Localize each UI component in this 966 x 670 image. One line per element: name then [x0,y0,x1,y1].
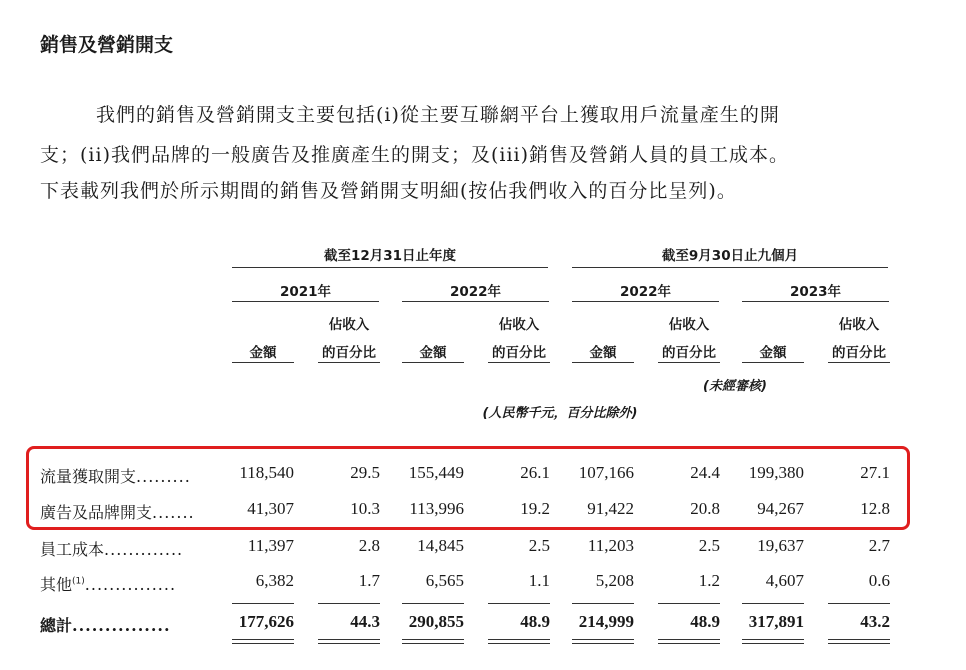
year-header-2022-nine-months: 2022年 [619,284,672,300]
col-header-pct-line1: 佔收入 [838,317,880,333]
year-rule-2022b [572,301,719,302]
row-label-text: 廣告及品牌開支 [40,503,153,522]
col-header-pct-line2: 的百分比 [322,345,376,361]
percent-cell: 29.5 [350,463,380,482]
leader-dots: ............... [84,575,177,594]
leader-dots: ....... [152,503,195,522]
total-rule [828,603,890,604]
percent-cell: 48.9 [690,612,720,631]
col-header-pct-line1: 佔收入 [498,317,540,333]
total-rule [488,603,550,604]
paragraph-line-2: 支；(ii)我們品牌的一般廣告及推廣產生的開支；及(iii)銷售及營銷人員的員工成本。 [40,144,790,166]
year-rule-2022a [402,301,549,302]
total-rule [318,603,380,604]
total-rule [742,603,804,604]
paragraph-line-1: 我們的銷售及營銷開支主要包括(i)從主要互聯網平台上獲取用戶流量產生的開 [96,104,780,126]
table-row-label [40,537,183,560]
highlight-box [26,446,910,530]
total-rule [232,639,294,640]
percent-cell: 2.5 [698,536,720,555]
group-rule-nine-months [572,267,888,268]
percent-cell: 27.1 [860,463,890,482]
group-header-annual: 截至12月31日止年度 [323,248,457,264]
col-header-pct-line2: 的百分比 [492,345,546,361]
amount-cell: 113,996 [409,499,464,518]
total-rule [658,639,720,640]
row-label-text: 其他 [40,575,73,594]
amount-cell: 91,422 [587,499,634,518]
total-rule [658,643,720,644]
total-rule [572,643,634,644]
amount-cell: 14,845 [417,536,464,555]
percent-cell: 10.3 [350,499,380,518]
col-header-pct-line2: 的百分比 [662,345,716,361]
percent-cell: 2.8 [358,536,380,555]
total-rule [572,603,634,604]
amount-cell: 11,203 [587,536,634,555]
col-header-amount: 金額 [759,345,787,361]
amount-cell: 199,380 [748,463,804,482]
amount-cell: 94,267 [757,499,804,518]
amount-cell: 6,382 [255,571,294,590]
percent-cell: 20.8 [690,499,720,518]
paragraph-line-3: 下表載列我們於所示期間的銷售及營銷開支明細(按佔我們收入的百分比呈列)。 [40,180,737,202]
amount-cell: 19,637 [757,536,804,555]
total-rule [402,603,464,604]
total-rule [488,643,550,644]
total-rule [232,603,294,604]
total-rule [658,603,720,604]
total-rule [402,639,464,640]
year-rule-2021 [232,301,379,302]
percent-cell: 2.7 [868,536,890,555]
total-rule [742,643,804,644]
total-rule [488,639,550,640]
total-rule [572,639,634,640]
year-header-2021: 2021年 [279,284,332,300]
year-header-2022-annual: 2022年 [449,284,502,300]
col-rule [658,362,720,363]
col-rule [402,362,464,363]
col-rule [318,362,380,363]
unaudited-note: (未經審核) [703,379,767,394]
amount-cell: 317,891 [748,612,804,631]
group-rule-annual [232,267,548,268]
col-header-pct-line1: 佔收入 [668,317,710,333]
col-header-amount: 金額 [589,345,617,361]
percent-cell: 1.7 [358,571,380,590]
footnote-marker: (1) [72,576,85,587]
unit-note: (人民幣千元，百分比除外) [482,406,638,421]
amount-cell: 41,307 [247,499,294,518]
percent-cell: 12.8 [860,499,890,518]
amount-cell: 155,449 [408,463,464,482]
total-rule [318,643,380,644]
amount-cell: 118,540 [239,463,294,482]
leader-dots: ......... [136,467,191,486]
total-row-label [40,613,171,636]
percent-cell: 26.1 [520,463,550,482]
percent-cell: 44.3 [350,612,380,631]
amount-cell: 11,397 [247,536,294,555]
year-rule-2023 [742,301,889,302]
total-rule [742,639,804,640]
total-rule [232,643,294,644]
col-header-amount: 金額 [249,345,277,361]
percent-cell: 19.2 [520,499,550,518]
amount-cell: 177,626 [238,612,294,631]
group-header-nine-months: 截至9月30日止九個月 [661,248,799,264]
percent-cell: 24.4 [690,463,720,482]
total-rule [402,643,464,644]
col-rule [742,362,804,363]
col-header-pct-line1: 佔收入 [328,317,370,333]
percent-cell: 48.9 [520,612,550,631]
table-row-label [40,572,176,595]
percent-cell: 1.2 [698,571,720,590]
amount-cell: 5,208 [595,571,634,590]
amount-cell: 290,855 [408,612,464,631]
percent-cell: 43.2 [860,612,890,631]
leader-dots: ............... [72,616,171,635]
total-rule [318,639,380,640]
percent-cell: 2.5 [528,536,550,555]
year-header-2023: 2023年 [789,284,842,300]
total-rule [828,643,890,644]
row-label-text: 流量獲取開支 [40,467,137,486]
amount-cell: 6,565 [425,571,464,590]
amount-cell: 107,166 [578,463,634,482]
percent-cell: 1.1 [528,571,550,590]
col-header-amount: 金額 [419,345,447,361]
col-header-pct-line2: 的百分比 [832,345,886,361]
total-rule [828,639,890,640]
section-heading: 銷售及營銷開支 [40,34,174,56]
amount-cell: 4,607 [765,571,804,590]
col-rule [232,362,294,363]
row-label-text: 員工成本 [40,540,105,559]
col-rule [488,362,550,363]
leader-dots: ............. [104,540,184,559]
col-rule [572,362,634,363]
percent-cell: 0.6 [868,571,890,590]
amount-cell: 214,999 [578,612,634,631]
row-label-text: 總計 [40,616,73,635]
col-rule [828,362,890,363]
